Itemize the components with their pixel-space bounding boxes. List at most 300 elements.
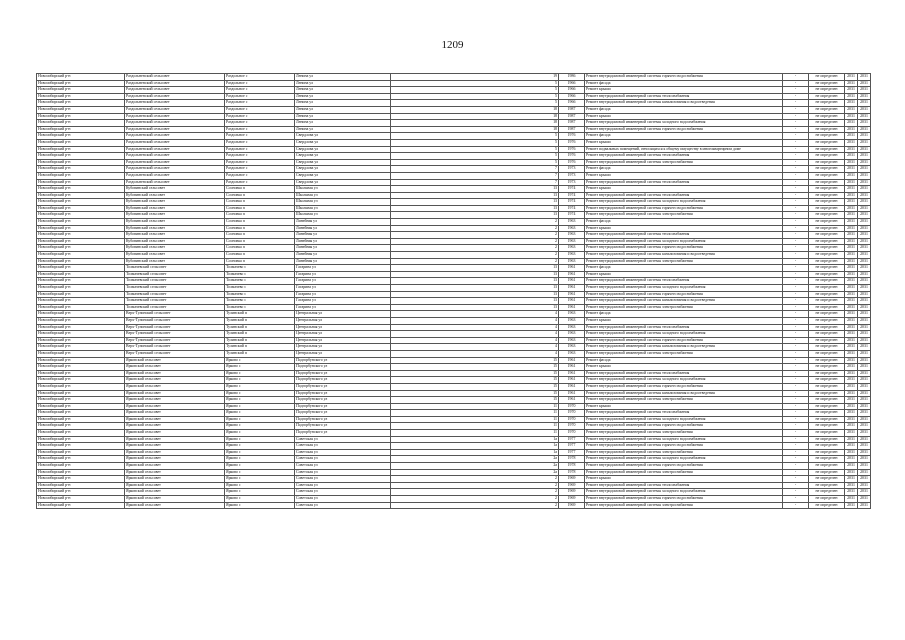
house-number-cell: 13 [391, 285, 559, 292]
street-cell: Линейная ул [295, 232, 391, 239]
table-row [37, 469, 871, 476]
street-cell: Подгорбунского ул [295, 397, 391, 404]
settlement-cell: Раздольное с [225, 159, 295, 166]
district-cell: Новосибирский р-н [37, 496, 125, 503]
street-cell: Линейная ул [295, 258, 391, 265]
settlement-cell: Раздольное с [225, 120, 295, 127]
street-cell: Гагарина ул [295, 278, 391, 285]
table-row [37, 331, 871, 338]
year-built-cell: 1963 [559, 344, 585, 351]
street-cell: Подгорбунского ул [295, 390, 391, 397]
municipality-cell: Ярковский сельсовет [125, 430, 225, 437]
house-number-cell: 5 [391, 139, 559, 146]
cost-cell: - [783, 252, 809, 259]
work-type-cell: Ремонт внутридомовой инженерной системы теплоснабжения [585, 93, 783, 100]
work-type-cell: Ремонт внутридомовой инженерной системы холодного водоснабжения [585, 436, 783, 443]
municipality-cell: Раздольненский сельсовет [125, 87, 225, 94]
street-cell: Подгорбунского ул [295, 383, 391, 390]
house-number-cell: 15 [391, 364, 559, 371]
district-cell: Новосибирский р-н [37, 436, 125, 443]
street-cell: Центральная ул [295, 317, 391, 324]
district-cell: Новосибирский р-н [37, 238, 125, 245]
street-cell: Советская ул [295, 469, 391, 476]
cost-cell: - [783, 219, 809, 226]
year-built-cell: 1970 [559, 416, 585, 423]
contractor-cell: не определен [809, 179, 845, 186]
cost-cell: - [783, 205, 809, 212]
end-year-cell: 2031 [858, 357, 871, 364]
start-year-cell: 2031 [845, 153, 858, 160]
district-cell: Новосибирский р-н [37, 74, 125, 81]
year-built-cell: 1973 [559, 179, 585, 186]
end-year-cell: 2031 [858, 416, 871, 423]
contractor-cell: не определен [809, 410, 845, 417]
table-row [37, 344, 871, 351]
end-year-cell: 2031 [858, 291, 871, 298]
house-number-cell: 4 [391, 331, 559, 338]
work-type-cell: Ремонт внутридомовой инженерной системы горячего водоснабжения [585, 383, 783, 390]
contractor-cell: не определен [809, 397, 845, 404]
house-number-cell: 2а [391, 469, 559, 476]
house-number-cell: 5 [391, 146, 559, 153]
district-cell: Новосибирский р-н [37, 304, 125, 311]
work-type-cell: Ремонт внутридомовой инженерной системы горячего водоснабжения [585, 423, 783, 430]
street-cell: Гагарина ул [295, 291, 391, 298]
district-cell: Новосибирский р-н [37, 278, 125, 285]
year-built-cell: 1976 [559, 159, 585, 166]
contractor-cell: не определен [809, 370, 845, 377]
work-type-cell: Ремонт внутридомовой инженерной системы горячего водоснабжения [585, 245, 783, 252]
table-row [37, 390, 871, 397]
contractor-cell: не определен [809, 153, 845, 160]
year-built-cell: 1969 [559, 489, 585, 496]
start-year-cell: 2031 [845, 199, 858, 206]
start-year-cell: 2031 [845, 357, 858, 364]
table-row [37, 212, 871, 219]
start-year-cell: 2031 [845, 179, 858, 186]
start-year-cell: 2031 [845, 502, 858, 509]
cost-cell: - [783, 113, 809, 120]
settlement-cell: Тулинский п [225, 324, 295, 331]
start-year-cell: 2031 [845, 93, 858, 100]
table-row [37, 278, 871, 285]
start-year-cell: 2031 [845, 337, 858, 344]
contractor-cell: не определен [809, 87, 845, 94]
district-cell: Новосибирский р-н [37, 212, 125, 219]
table-row [37, 100, 871, 107]
cost-cell: - [783, 100, 809, 107]
house-number-cell: 5 [391, 93, 559, 100]
settlement-cell: Раздольное с [225, 172, 295, 179]
end-year-cell: 2031 [858, 476, 871, 483]
contractor-cell: не определен [809, 403, 845, 410]
start-year-cell: 2031 [845, 106, 858, 113]
year-built-cell: 1974 [559, 205, 585, 212]
year-built-cell: 1963 [559, 252, 585, 259]
municipality-cell: Ярковский сельсовет [125, 496, 225, 503]
contractor-cell: не определен [809, 291, 845, 298]
municipality-cell: Ярковский сельсовет [125, 370, 225, 377]
municipality-cell: Кубовинский сельсовет [125, 219, 225, 226]
municipality-cell: Толмачевский сельсовет [125, 265, 225, 272]
municipality-cell: Толмачевский сельсовет [125, 285, 225, 292]
cost-cell: - [783, 324, 809, 331]
cost-cell: - [783, 80, 809, 87]
street-cell: Ленина ул [295, 126, 391, 133]
house-number-cell: 2 [391, 238, 559, 245]
year-built-cell: 1963 [559, 311, 585, 318]
district-cell: Новосибирский р-н [37, 87, 125, 94]
settlement-cell: Ярково с [225, 364, 295, 371]
street-cell: Ленина ул [295, 80, 391, 87]
contractor-cell: не определен [809, 344, 845, 351]
year-built-cell: 1961 [559, 370, 585, 377]
municipality-cell: Толмачевский сельсовет [125, 291, 225, 298]
street-cell: Центральная ул [295, 337, 391, 344]
cost-cell: - [783, 390, 809, 397]
work-type-cell: Ремонт внутридомовой инженерной системы холодного водоснабжения [585, 456, 783, 463]
work-type-cell: Ремонт внутридомовой инженерной системы теплоснабжения [585, 482, 783, 489]
start-year-cell: 2031 [845, 252, 858, 259]
street-cell: Центральная ул [295, 311, 391, 318]
street-cell: Ленина ул [295, 120, 391, 127]
table-row [37, 126, 871, 133]
house-number-cell: 7 [391, 172, 559, 179]
district-cell: Новосибирский р-н [37, 199, 125, 206]
house-number-cell: 13 [391, 199, 559, 206]
house-number-cell: 13 [391, 265, 559, 272]
house-number-cell: 13 [391, 291, 559, 298]
settlement-cell: Ярково с [225, 397, 295, 404]
cost-cell: - [783, 87, 809, 94]
work-type-cell: Ремонт внутридомовой инженерной системы горячего водоснабжения [585, 126, 783, 133]
start-year-cell: 2031 [845, 245, 858, 252]
contractor-cell: не определен [809, 205, 845, 212]
district-cell: Новосибирский р-н [37, 476, 125, 483]
start-year-cell: 2031 [845, 126, 858, 133]
house-number-cell: 13 [391, 304, 559, 311]
table-row [37, 153, 871, 160]
district-cell: Новосибирский р-н [37, 265, 125, 272]
street-cell: Линейная ул [295, 219, 391, 226]
cost-cell: - [783, 436, 809, 443]
cost-cell: - [783, 463, 809, 470]
street-cell: Советская ул [295, 476, 391, 483]
street-cell: Центральная ул [295, 344, 391, 351]
contractor-cell: не определен [809, 80, 845, 87]
contractor-cell: не определен [809, 166, 845, 173]
year-built-cell: 1963 [559, 238, 585, 245]
start-year-cell: 2031 [845, 74, 858, 81]
district-cell: Новосибирский р-н [37, 410, 125, 417]
street-cell: Ленина ул [295, 93, 391, 100]
house-number-cell: 4 [391, 324, 559, 331]
year-built-cell: 1969 [559, 482, 585, 489]
table-row [37, 337, 871, 344]
work-type-cell: Ремонт подвальных помещений, относящихся к общему имуществу в многоквартирном доме [585, 146, 783, 153]
district-cell: Новосибирский р-н [37, 390, 125, 397]
year-built-cell: 1978 [559, 463, 585, 470]
house-number-cell: 15 [391, 383, 559, 390]
contractor-cell: не определен [809, 304, 845, 311]
cost-cell: - [783, 271, 809, 278]
year-built-cell: 1961 [559, 364, 585, 371]
table-row [37, 383, 871, 390]
table-row [37, 106, 871, 113]
street-cell: Центральная ул [295, 324, 391, 331]
street-cell: Подгорбунского ул [295, 410, 391, 417]
contractor-cell: не определен [809, 271, 845, 278]
year-built-cell: 1966 [559, 80, 585, 87]
end-year-cell: 2031 [858, 133, 871, 140]
contractor-cell: не определен [809, 456, 845, 463]
end-year-cell: 2031 [858, 212, 871, 219]
end-year-cell: 2031 [858, 298, 871, 305]
district-cell: Новосибирский р-н [37, 416, 125, 423]
district-cell: Новосибирский р-н [37, 397, 125, 404]
house-number-cell: 11 [391, 403, 559, 410]
start-year-cell: 2031 [845, 146, 858, 153]
municipality-cell: Верх-Тулинский сельсовет [125, 324, 225, 331]
work-type-cell: Ремонт внутридомовой инженерной системы канализования и водоотведения [585, 298, 783, 305]
district-cell: Новосибирский р-н [37, 423, 125, 430]
table-row [37, 285, 871, 292]
work-type-cell: Ремонт фасада [585, 265, 783, 272]
municipality-cell: Раздольненский сельсовет [125, 166, 225, 173]
settlement-cell: Раздольное с [225, 74, 295, 81]
table-row [37, 245, 871, 252]
end-year-cell: 2031 [858, 311, 871, 318]
municipality-cell: Верх-Тулинский сельсовет [125, 344, 225, 351]
settlement-cell: Ярково с [225, 403, 295, 410]
cost-cell: - [783, 350, 809, 357]
end-year-cell: 2031 [858, 100, 871, 107]
cost-cell: - [783, 311, 809, 318]
municipality-cell: Верх-Тулинский сельсовет [125, 311, 225, 318]
municipality-cell: Ярковский сельсовет [125, 449, 225, 456]
street-cell: Советская ул [295, 502, 391, 509]
work-type-cell: Ремонт крыши [585, 225, 783, 232]
start-year-cell: 2031 [845, 496, 858, 503]
cost-cell: - [783, 317, 809, 324]
end-year-cell: 2031 [858, 456, 871, 463]
table-row [37, 502, 871, 509]
year-built-cell: 1969 [559, 476, 585, 483]
settlement-cell: Толмачево с [225, 265, 295, 272]
contractor-cell: не определен [809, 212, 845, 219]
cost-cell: - [783, 344, 809, 351]
start-year-cell: 2031 [845, 489, 858, 496]
contractor-cell: не определен [809, 496, 845, 503]
table-row [37, 199, 871, 206]
settlement-cell: Раздольное с [225, 133, 295, 140]
settlement-cell: Толмачево с [225, 298, 295, 305]
municipality-cell: Ярковский сельсовет [125, 482, 225, 489]
end-year-cell: 2031 [858, 317, 871, 324]
work-type-cell: Ремонт крыши [585, 364, 783, 371]
municipality-cell: Ярковский сельсовет [125, 397, 225, 404]
table-row [37, 298, 871, 305]
end-year-cell: 2031 [858, 245, 871, 252]
work-type-cell: Ремонт внутридомовой инженерной системы холодного водоснабжения [585, 377, 783, 384]
municipality-cell: Ярковский сельсовет [125, 416, 225, 423]
year-built-cell: 1976 [559, 153, 585, 160]
settlement-cell: Ярково с [225, 476, 295, 483]
cost-cell: - [783, 120, 809, 127]
year-built-cell: 1963 [559, 219, 585, 226]
year-built-cell: 1987 [559, 126, 585, 133]
house-number-cell: 11 [391, 423, 559, 430]
district-cell: Новосибирский р-н [37, 80, 125, 87]
district-cell: Новосибирский р-н [37, 285, 125, 292]
work-type-cell: Ремонт крыши [585, 87, 783, 94]
house-number-cell: 7 [391, 179, 559, 186]
cost-cell: - [783, 153, 809, 160]
settlement-cell: Раздольное с [225, 146, 295, 153]
street-cell: Школьная ул [295, 205, 391, 212]
cost-cell: - [783, 298, 809, 305]
work-type-cell: Ремонт внутридомовой инженерной системы холодного водоснабжения [585, 489, 783, 496]
work-type-cell: Ремонт крыши [585, 317, 783, 324]
house-number-cell: 5 [391, 87, 559, 94]
contractor-cell: не определен [809, 357, 845, 364]
municipality-cell: Раздольненский сельсовет [125, 139, 225, 146]
street-cell: Советская ул [295, 489, 391, 496]
table-row [37, 232, 871, 239]
year-built-cell: 1977 [559, 449, 585, 456]
table-row [37, 410, 871, 417]
table-row [37, 271, 871, 278]
house-number-cell: 2 [391, 489, 559, 496]
work-type-cell: Ремонт внутридомовой инженерной системы горячего водоснабжения [585, 443, 783, 450]
end-year-cell: 2031 [858, 271, 871, 278]
house-number-cell: 5 [391, 153, 559, 160]
start-year-cell: 2031 [845, 311, 858, 318]
settlement-cell: Ярково с [225, 423, 295, 430]
house-number-cell: 18 [391, 120, 559, 127]
cost-cell: - [783, 331, 809, 338]
year-built-cell: 1973 [559, 166, 585, 173]
start-year-cell: 2031 [845, 265, 858, 272]
settlement-cell: Сосновка п [225, 258, 295, 265]
street-cell: Подгорбунского ул [295, 377, 391, 384]
table-row [37, 139, 871, 146]
settlement-cell: Раздольное с [225, 126, 295, 133]
table-row [37, 252, 871, 259]
municipality-cell: Толмачевский сельсовет [125, 298, 225, 305]
contractor-cell: не определен [809, 449, 845, 456]
street-cell: Советская ул [295, 456, 391, 463]
year-built-cell: 1974 [559, 192, 585, 199]
street-cell: Ленина ул [295, 74, 391, 81]
street-cell: Свердлова ул [295, 159, 391, 166]
table-row [37, 192, 871, 199]
house-number-cell: 13 [391, 212, 559, 219]
district-cell: Новосибирский р-н [37, 159, 125, 166]
street-cell: Подгорбунского ул [295, 416, 391, 423]
cost-cell: - [783, 265, 809, 272]
work-type-cell: Ремонт внутридомовой инженерной системы электроснабжения [585, 159, 783, 166]
house-number-cell: 13 [391, 271, 559, 278]
table-row [37, 258, 871, 265]
end-year-cell: 2031 [858, 74, 871, 81]
settlement-cell: Сосновка п [225, 192, 295, 199]
house-number-cell: 4 [391, 311, 559, 318]
year-built-cell: 1963 [559, 232, 585, 239]
end-year-cell: 2031 [858, 350, 871, 357]
year-built-cell: 1961 [559, 265, 585, 272]
work-type-cell: Ремонт внутридомовой инженерной системы горячего водоснабжения [585, 205, 783, 212]
district-cell: Новосибирский р-н [37, 317, 125, 324]
end-year-cell: 2031 [858, 258, 871, 265]
cost-cell: - [783, 449, 809, 456]
contractor-cell: не определен [809, 232, 845, 239]
house-number-cell: 13 [391, 192, 559, 199]
contractor-cell: не определен [809, 364, 845, 371]
house-number-cell: 1а [391, 443, 559, 450]
start-year-cell: 2031 [845, 291, 858, 298]
settlement-cell: Раздольное с [225, 139, 295, 146]
year-built-cell: 1963 [559, 331, 585, 338]
year-built-cell: 1961 [559, 397, 585, 404]
street-cell: Линейная ул [295, 245, 391, 252]
table-row [37, 304, 871, 311]
work-type-cell: Ремонт внутридомовой инженерной системы горячего водоснабжения [585, 496, 783, 503]
municipality-cell: Раздольненский сельсовет [125, 172, 225, 179]
street-cell: Линейная ул [295, 238, 391, 245]
table-row [37, 238, 871, 245]
settlement-cell: Сосновка п [225, 205, 295, 212]
settlement-cell: Сосновка п [225, 245, 295, 252]
end-year-cell: 2031 [858, 126, 871, 133]
end-year-cell: 2031 [858, 449, 871, 456]
contractor-cell: не определен [809, 423, 845, 430]
municipality-cell: Ярковский сельсовет [125, 476, 225, 483]
work-type-cell: Ремонт фасада [585, 133, 783, 140]
table-row [37, 311, 871, 318]
start-year-cell: 2031 [845, 192, 858, 199]
start-year-cell: 2031 [845, 186, 858, 193]
start-year-cell: 2031 [845, 232, 858, 239]
contractor-cell: не определен [809, 258, 845, 265]
municipality-cell: Толмачевский сельсовет [125, 271, 225, 278]
year-built-cell: 1974 [559, 212, 585, 219]
table-row [37, 133, 871, 140]
end-year-cell: 2031 [858, 225, 871, 232]
street-cell: Советская ул [295, 436, 391, 443]
cost-cell: - [783, 285, 809, 292]
municipality-cell: Ярковский сельсовет [125, 469, 225, 476]
house-number-cell: 15 [391, 357, 559, 364]
house-number-cell: 4 [391, 337, 559, 344]
street-cell: Школьная ул [295, 212, 391, 219]
end-year-cell: 2031 [858, 496, 871, 503]
work-type-cell: Ремонт внутридомовой инженерной системы канализования и водоотведения [585, 344, 783, 351]
municipality-cell: Кубовинский сельсовет [125, 238, 225, 245]
street-cell: Свердлова ул [295, 166, 391, 173]
municipality-cell: Раздольненский сельсовет [125, 74, 225, 81]
work-type-cell: Ремонт внутридомовой инженерной системы горячего водоснабжения [585, 74, 783, 81]
start-year-cell: 2031 [845, 476, 858, 483]
contractor-cell: не определен [809, 133, 845, 140]
year-built-cell: 1976 [559, 133, 585, 140]
street-cell: Свердлова ул [295, 146, 391, 153]
settlement-cell: Сосновка п [225, 252, 295, 259]
end-year-cell: 2031 [858, 364, 871, 371]
house-number-cell: 18 [391, 113, 559, 120]
table-row [37, 364, 871, 371]
settlement-cell: Ярково с [225, 383, 295, 390]
